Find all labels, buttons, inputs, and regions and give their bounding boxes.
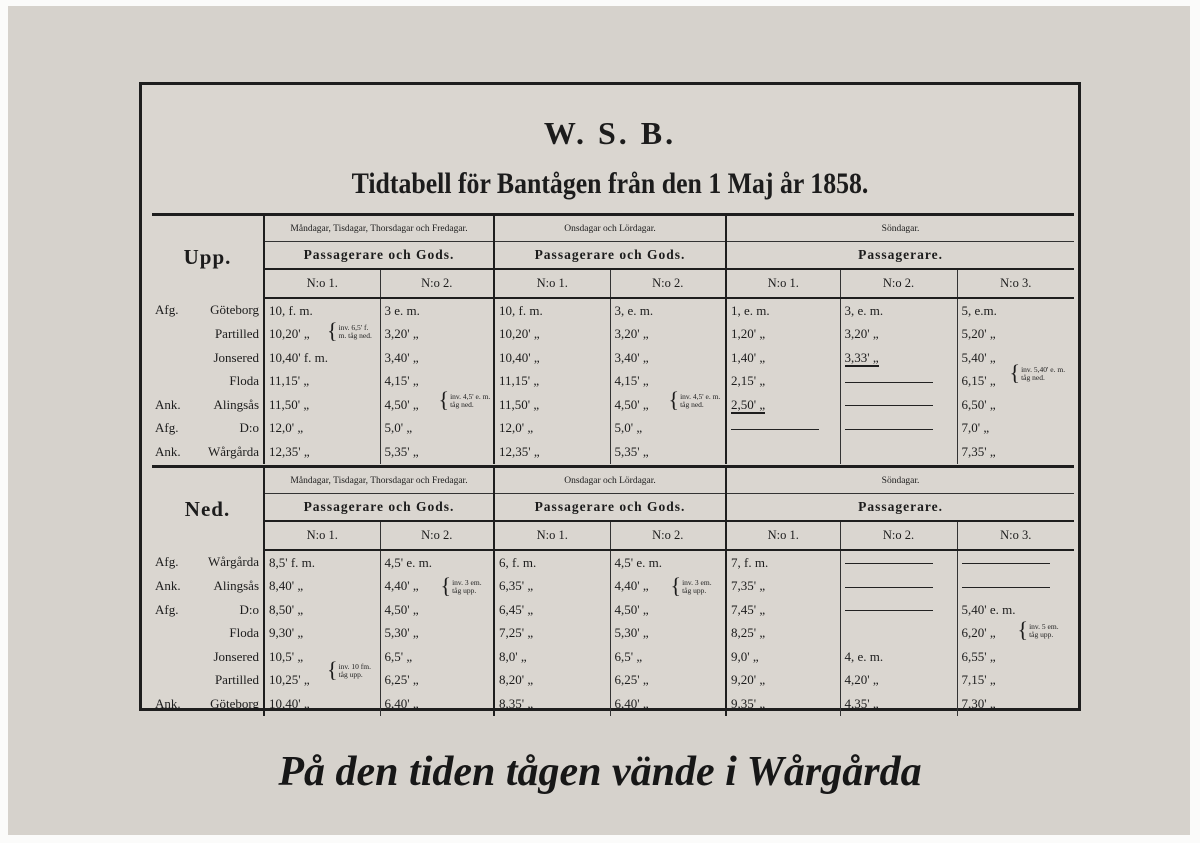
train-kind: Passagerare och Gods. — [264, 242, 494, 270]
station-name: Jonsered — [213, 648, 259, 664]
train-number: N:o 3. — [957, 521, 1074, 550]
station-cell — [152, 298, 264, 323]
station-name: Partilled — [214, 326, 259, 342]
time-cell: 11,50' „ — [264, 393, 380, 417]
train-number: N:o 2. — [610, 269, 726, 298]
time-cell: 5,40' e. m. — [957, 598, 1074, 622]
time-cell: 3,20' „ — [840, 323, 957, 347]
time-value: 2,50' „ — [731, 396, 766, 412]
time-cell: 6, f. m. — [494, 550, 610, 575]
time-cell: 4,5' e. m. — [380, 550, 494, 575]
time-cell — [957, 359, 1074, 394]
time-cell: 4,35' „ — [840, 692, 957, 716]
note-text: inv. 6,5' f. m. tåg ned. — [338, 322, 372, 340]
note: { inv. 5,40' e. m. tåg ned. — [1009, 359, 1066, 385]
time-cell: 8,5' f. m. — [264, 550, 380, 575]
note: { inv. 4,5' e. m. tåg ned. — [438, 387, 491, 412]
time-cell: 11,50' „ — [494, 393, 610, 417]
note-text: inv. 5,40' e. m. tåg ned. — [1021, 364, 1066, 382]
train-number: N:o 2. — [380, 521, 494, 550]
station-name: Wårgårda — [207, 443, 259, 459]
table-row — [152, 370, 1074, 394]
station-cell — [152, 323, 264, 347]
arrival-departure-tag: Ank. — [155, 443, 181, 459]
time-cell — [726, 417, 840, 441]
time-cell: 12,35' „ — [494, 440, 610, 464]
time-cell: 6,5' „ — [380, 645, 494, 669]
time-cell: 6,50' „ — [957, 393, 1074, 417]
train-number: N:o 1. — [494, 521, 610, 550]
time-cell: 3,40' „ — [610, 346, 726, 370]
day-group: Söndagar. — [726, 467, 1074, 494]
table-row — [152, 440, 1074, 464]
train-number: N:o 3. — [957, 269, 1074, 298]
direction-label: Ned. — [184, 496, 231, 521]
station-cell — [152, 346, 264, 370]
train-number: N:o 1. — [264, 521, 380, 550]
time-cell: 6,35' „ — [494, 575, 610, 599]
time-cell: 4,20' „ — [840, 669, 957, 693]
time-value: 4,50' „ — [384, 396, 419, 412]
time-cell: 7,45' „ — [726, 598, 840, 622]
time-cell: 10,20' „ — [494, 323, 610, 347]
note: { inv. 10 fm. tåg upp. — [327, 656, 371, 682]
postcard-caption: På den tiden tågen vände i Wårgårda — [278, 749, 922, 795]
station-name: Partilled — [214, 672, 259, 688]
time-cell: 7,25' „ — [494, 622, 610, 646]
note-text: inv. 10 fm. tåg upp. — [338, 661, 371, 679]
day-group: Onsdagar och Lördagar. — [494, 467, 726, 494]
station-cell — [152, 598, 264, 622]
time-cell: 3, e. m. — [840, 298, 957, 323]
time-cell — [840, 440, 957, 464]
time-cell: 2,15' „ — [726, 370, 840, 394]
train-number: N:o 2. — [610, 521, 726, 550]
time-cell — [840, 598, 957, 622]
station-name: Göteborg — [210, 695, 259, 711]
time-cell: 6,45' „ — [494, 598, 610, 622]
time-cell: 5,0' „ — [610, 417, 726, 441]
time-cell: 4,15' „ — [380, 370, 494, 394]
time-cell: 5,35' „ — [610, 440, 726, 464]
time-cell: 3 e. m. — [380, 298, 494, 323]
train-number: N:o 2. — [840, 269, 957, 298]
time-cell — [380, 572, 494, 599]
note: { inv. 6,5' f. m. tåg ned. — [327, 317, 372, 343]
station-name: Alingsås — [213, 578, 259, 594]
time-cell: 7, f. m. — [726, 550, 840, 575]
time-cell: 5,0' „ — [380, 417, 494, 441]
time-cell: 9,30' „ — [264, 622, 380, 646]
blank-line — [845, 563, 933, 564]
table-row — [152, 622, 1074, 646]
time-cell: 1,20' „ — [726, 323, 840, 347]
time-cell: 6,25' „ — [610, 669, 726, 693]
blank-line — [731, 429, 819, 430]
note: { inv. 5 em. tåg upp. — [1017, 616, 1059, 642]
time-cell: 6,55' „ — [957, 645, 1074, 669]
time-cell: 8,25' „ — [726, 622, 840, 646]
time-cell: 6,5' „ — [610, 645, 726, 669]
time-cell: 3,20' „ — [610, 323, 726, 347]
note-text: inv. 5 em. tåg upp. — [1029, 621, 1059, 639]
railway-code: W. S. B. — [543, 115, 677, 151]
time-cell: 7,35' „ — [957, 440, 1074, 464]
station-cell — [152, 370, 264, 394]
station-name: Wårgårda — [207, 554, 259, 570]
time-cell — [610, 572, 726, 599]
time-cell: 6,40' „ — [610, 692, 726, 716]
time-cell — [264, 317, 380, 347]
day-group: Onsdagar och Lördagar. — [494, 215, 726, 242]
time-cell: 5,40' „ — [957, 346, 1074, 370]
time-cell: 7,30' „ — [957, 692, 1074, 716]
blank-line — [962, 587, 1050, 588]
arrival-departure-tag: Afg. — [155, 554, 179, 570]
station-cell — [152, 645, 264, 669]
arrival-departure-tag: Afg. — [155, 420, 179, 436]
time-cell: 5,30' „ — [380, 622, 494, 646]
time-cell: 4,15' „ — [610, 370, 726, 394]
time-cell — [957, 575, 1074, 599]
time-cell: 6,40' „ — [380, 692, 494, 716]
time-cell: 7,15' „ — [957, 669, 1074, 693]
table-row — [152, 298, 1074, 323]
time-cell: 10,40' f. m. — [264, 346, 380, 370]
time-cell: 8,0' „ — [494, 645, 610, 669]
station-name: D:o — [239, 420, 259, 436]
station-name: D:o — [239, 601, 259, 617]
time-value: 4,40' „ — [384, 578, 419, 594]
table-row — [152, 346, 1074, 370]
time-cell: 7,0' „ — [957, 417, 1074, 441]
time-cell: 7,35' „ — [726, 575, 840, 599]
note-text: inv. 4,5' e. m. tåg ned. — [450, 392, 491, 409]
train-kind: Passagerare och Gods. — [494, 242, 726, 270]
station-cell — [152, 622, 264, 646]
time-cell: 3, e. m. — [610, 298, 726, 323]
station-cell — [152, 440, 264, 464]
station-cell — [152, 393, 264, 417]
time-cell: 8,40' „ — [264, 575, 380, 599]
station-cell — [152, 417, 264, 441]
station-name: Jonsered — [213, 349, 259, 365]
time-cell: 4,50' „ — [380, 598, 494, 622]
time-value: 6,15' „ — [961, 373, 996, 389]
table-row — [152, 645, 1074, 669]
day-group: Måndagar, Tisdagar, Thorsdagar och Fredagar. — [264, 467, 494, 494]
blank-line — [845, 610, 933, 611]
station-name: Floda — [229, 373, 259, 389]
blank-line — [845, 405, 933, 406]
time-cell — [726, 393, 840, 417]
time-value: 4,50' „ — [614, 396, 649, 412]
table-row — [152, 417, 1074, 441]
time-cell: 10,40' „ — [264, 692, 380, 716]
station-name: Göteborg — [210, 302, 259, 318]
table-row — [152, 598, 1074, 622]
time-value: 6,20' „ — [961, 625, 996, 641]
time-cell: 9,20' „ — [726, 669, 840, 693]
time-cell: 12,0' „ — [494, 417, 610, 441]
time-cell: 4,50' „ — [610, 598, 726, 622]
table-row — [152, 692, 1074, 716]
time-cell: 11,15' „ — [264, 370, 380, 394]
time-cell: 10, f. m. — [264, 298, 380, 323]
table-row — [152, 669, 1074, 693]
arrival-departure-tag: Afg. — [155, 601, 179, 617]
arrival-departure-tag: Ank. — [155, 578, 181, 594]
station-cell — [152, 575, 264, 599]
arrival-departure-tag: Ank. — [155, 695, 181, 711]
time-cell: 11,15' „ — [494, 370, 610, 394]
time-cell: 4,5' e. m. — [610, 550, 726, 575]
note: { inv. 3 em. tåg upp. — [670, 572, 712, 598]
time-cell: 5,30' „ — [610, 622, 726, 646]
time-value: 3,33' „ — [844, 349, 879, 365]
time-cell: 10, f. m. — [494, 298, 610, 323]
time-cell: 8,35' „ — [494, 692, 610, 716]
blank-line — [845, 382, 933, 383]
time-cell: 6,25' „ — [380, 669, 494, 693]
time-cell — [957, 550, 1074, 575]
time-value: 10,25' „ — [269, 672, 310, 688]
postcard — [8, 6, 1190, 835]
train-number: N:o 2. — [840, 521, 957, 550]
time-cell: 10,5' „ — [264, 645, 380, 669]
train-kind: Passagerare och Gods. — [494, 494, 726, 522]
train-kind: Passagerare och Gods. — [264, 494, 494, 522]
time-cell — [840, 575, 957, 599]
table-row — [152, 393, 1074, 417]
time-cell: 12,0' „ — [264, 417, 380, 441]
time-cell: 8,50' „ — [264, 598, 380, 622]
time-cell: 9,0' „ — [726, 645, 840, 669]
time-cell — [840, 550, 957, 575]
blank-line — [962, 563, 1050, 564]
time-cell: 9,35' „ — [726, 692, 840, 716]
time-cell: 3,20' „ — [380, 323, 494, 347]
station-cell — [152, 669, 264, 693]
time-cell — [840, 417, 957, 441]
blank-line — [845, 429, 933, 430]
train-number: N:o 2. — [380, 269, 494, 298]
time-cell: 5, e.m. — [957, 298, 1074, 323]
down-timetable — [152, 465, 1074, 716]
train-kind: Passagerare. — [726, 494, 1074, 522]
station-cell — [152, 550, 264, 575]
time-cell — [610, 387, 726, 417]
time-value: 4,40' „ — [614, 578, 649, 594]
time-cell: 4, e. m. — [840, 645, 957, 669]
station-name: Alingsås — [213, 396, 259, 412]
train-number: N:o 1. — [726, 269, 840, 298]
time-cell: 8,20' „ — [494, 669, 610, 693]
time-cell: 1, e. m. — [726, 298, 840, 323]
table-row — [152, 550, 1074, 575]
time-cell — [840, 393, 957, 417]
time-cell: 1,40' „ — [726, 346, 840, 370]
note: { inv. 4,5' e. m. tåg ned. — [668, 387, 721, 412]
day-group: Måndagar, Tisdagar, Thorsdagar och Fredagar. — [264, 215, 494, 242]
day-group: Söndagar. — [726, 215, 1074, 242]
note-text: inv. 3 em. tåg upp. — [682, 577, 712, 595]
time-cell: 5,20' „ — [957, 323, 1074, 347]
note: { inv. 3 em. tåg upp. — [440, 572, 482, 598]
up-timetable — [152, 213, 1074, 464]
train-number: N:o 1. — [264, 269, 380, 298]
note-text: inv. 4,5' e. m. tåg ned. — [680, 392, 721, 409]
note-text: inv. 3 em. tåg upp. — [452, 577, 482, 595]
blank-line — [845, 587, 933, 588]
time-cell: 3,40' „ — [380, 346, 494, 370]
timetable-frame — [139, 82, 1081, 711]
station-name: Floda — [229, 625, 259, 641]
arrival-departure-tag: Ank. — [155, 396, 181, 412]
time-cell: 10,40' „ — [494, 346, 610, 370]
time-cell — [840, 370, 957, 394]
time-cell: 5,35' „ — [380, 440, 494, 464]
time-cell — [840, 346, 957, 370]
time-cell — [840, 622, 957, 646]
timetable-title: Tidtabell för Bantågen från den 1 Maj år 1858. — [351, 167, 869, 200]
direction-label: Upp. — [183, 244, 232, 269]
table-row — [152, 575, 1074, 599]
table-row — [152, 323, 1074, 347]
time-cell — [957, 616, 1074, 646]
station-cell — [152, 692, 264, 716]
arrival-departure-tag: Afg. — [155, 302, 179, 318]
train-kind: Passagerare. — [726, 242, 1074, 270]
train-number: N:o 1. — [726, 521, 840, 550]
time-value: 10,20' „ — [269, 326, 310, 342]
time-cell — [380, 387, 494, 417]
train-number: N:o 1. — [494, 269, 610, 298]
time-cell: 12,35' „ — [264, 440, 380, 464]
time-cell — [726, 440, 840, 464]
